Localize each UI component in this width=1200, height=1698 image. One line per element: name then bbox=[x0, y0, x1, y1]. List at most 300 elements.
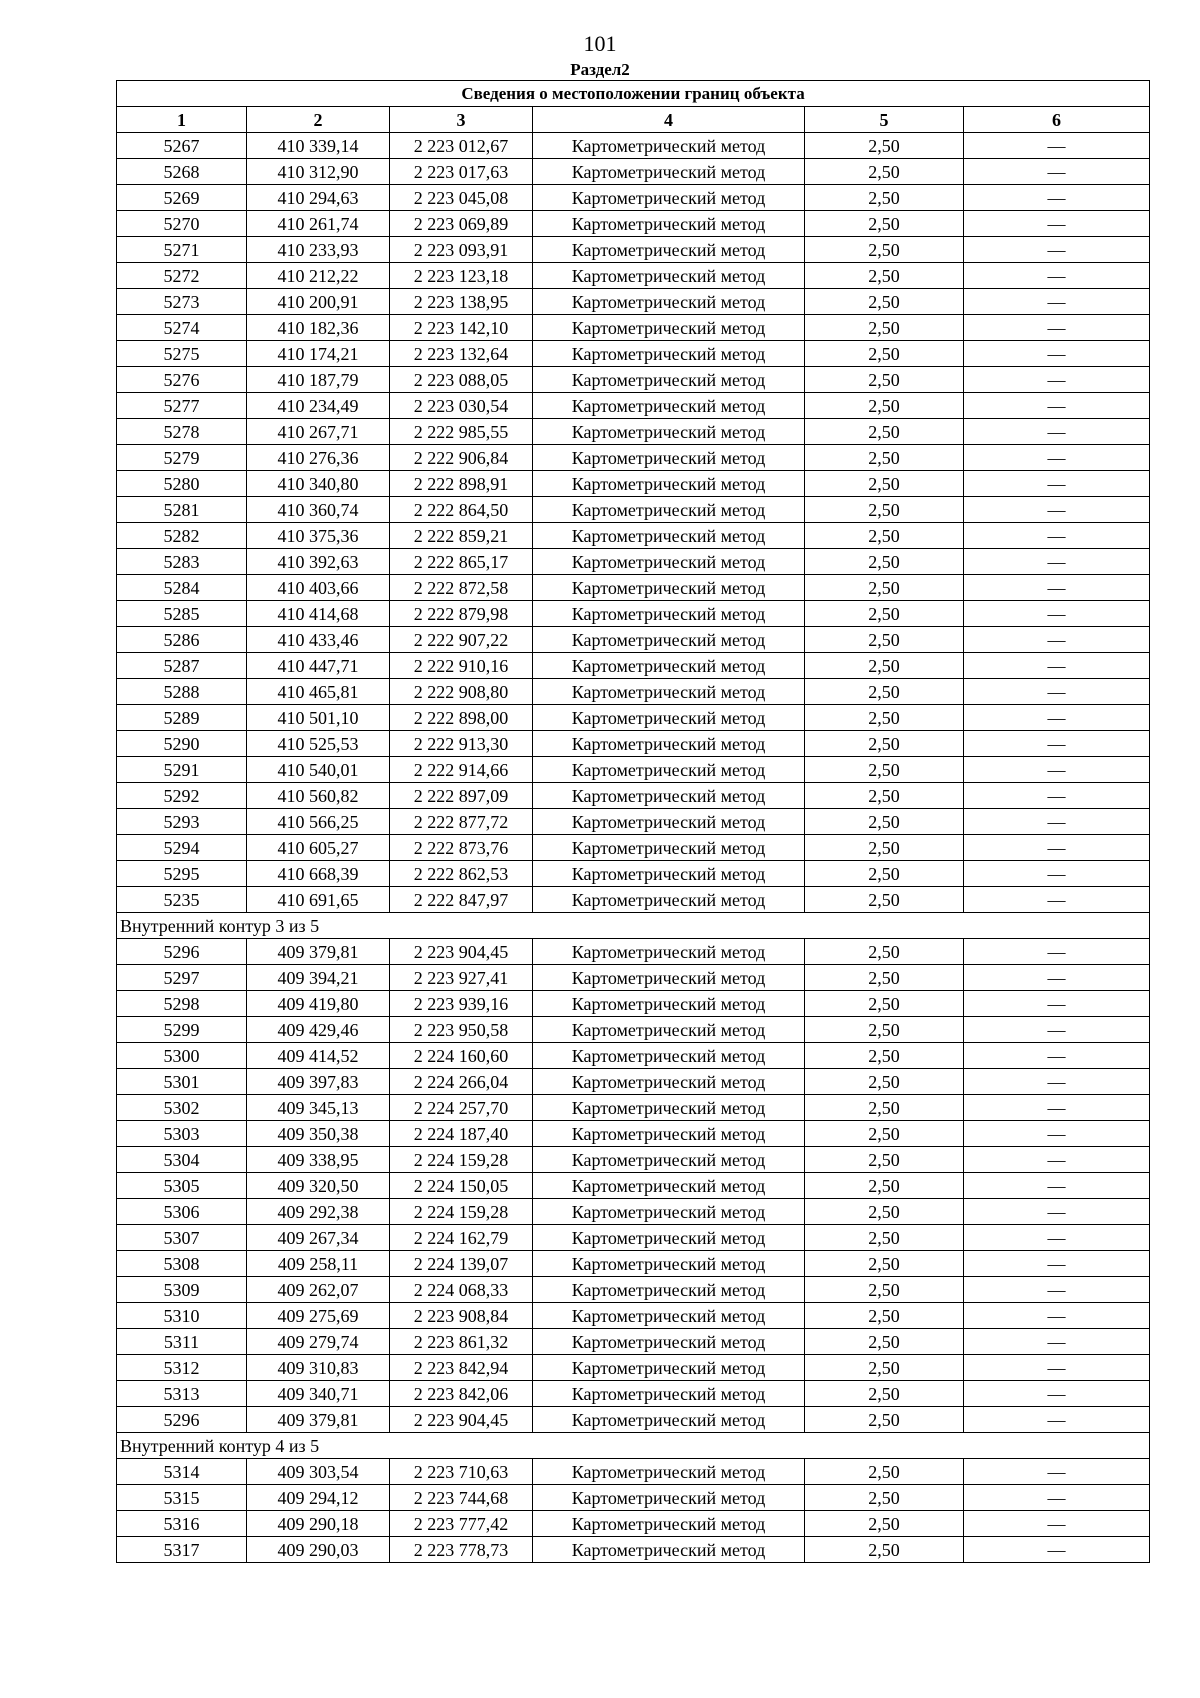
table-cell: 2 224 187,40 bbox=[390, 1121, 533, 1147]
table-cell: 2,50 bbox=[805, 1537, 964, 1563]
table-cell: 2,50 bbox=[805, 1017, 964, 1043]
table-cell: 5292 bbox=[117, 783, 247, 809]
table-cell: 2,50 bbox=[805, 965, 964, 991]
table-cell: 2,50 bbox=[805, 237, 964, 263]
table-cell: 5313 bbox=[117, 1381, 247, 1407]
table-cell: Картометрический метод bbox=[533, 393, 805, 419]
table-cell: Картометрический метод bbox=[533, 965, 805, 991]
table-cell: Картометрический метод bbox=[533, 471, 805, 497]
table-cell: — bbox=[964, 1303, 1150, 1329]
table-row bbox=[117, 939, 1150, 965]
table-cell: Картометрический метод bbox=[533, 1199, 805, 1225]
table-cell: — bbox=[964, 861, 1150, 887]
table-cell: — bbox=[964, 237, 1150, 263]
table-row bbox=[117, 471, 1150, 497]
table-cell: 2 222 847,97 bbox=[390, 887, 533, 913]
table-cell: 5295 bbox=[117, 861, 247, 887]
table-cell: Картометрический метод bbox=[533, 185, 805, 211]
table-cell: 2 222 908,80 bbox=[390, 679, 533, 705]
table-cell: 5296 bbox=[117, 939, 247, 965]
table-cell: Картометрический метод bbox=[533, 1537, 805, 1563]
table-row bbox=[117, 835, 1150, 861]
table-cell: — bbox=[964, 393, 1150, 419]
table-cell: 409 262,07 bbox=[247, 1277, 390, 1303]
table-cell: Картометрический метод bbox=[533, 315, 805, 341]
table-cell: — bbox=[964, 679, 1150, 705]
table-cell: 2 222 859,21 bbox=[390, 523, 533, 549]
table-cell: 2,50 bbox=[805, 679, 964, 705]
table-cell: 5293 bbox=[117, 809, 247, 835]
table-row bbox=[117, 1329, 1150, 1355]
table-cell: 5308 bbox=[117, 1251, 247, 1277]
table-cell: Картометрический метод bbox=[533, 757, 805, 783]
table-cell: 409 345,13 bbox=[247, 1095, 390, 1121]
table-cell: 2 222 877,72 bbox=[390, 809, 533, 835]
table-cell: 409 294,12 bbox=[247, 1485, 390, 1511]
table-cell: 2,50 bbox=[805, 289, 964, 315]
table-cell: 5316 bbox=[117, 1511, 247, 1537]
table-cell: 5285 bbox=[117, 601, 247, 627]
table-row bbox=[117, 1225, 1150, 1251]
table-cell: Картометрический метод bbox=[533, 1511, 805, 1537]
table-row bbox=[117, 1277, 1150, 1303]
table-cell: Картометрический метод bbox=[533, 1225, 805, 1251]
table-cell: 5280 bbox=[117, 471, 247, 497]
table-cell: 410 566,25 bbox=[247, 809, 390, 835]
table-cell: 2,50 bbox=[805, 991, 964, 1017]
table-cell: 2,50 bbox=[805, 341, 964, 367]
table-row bbox=[117, 1459, 1150, 1485]
table-cell: 5302 bbox=[117, 1095, 247, 1121]
table-cell: — bbox=[964, 159, 1150, 185]
table-row bbox=[117, 1251, 1150, 1277]
table-cell: 2 222 879,98 bbox=[390, 601, 533, 627]
table-cell: 2 223 142,10 bbox=[390, 315, 533, 341]
table-cell: — bbox=[964, 1147, 1150, 1173]
table-row bbox=[117, 1173, 1150, 1199]
table-cell: 410 339,14 bbox=[247, 133, 390, 159]
table-cell: 2 223 777,42 bbox=[390, 1511, 533, 1537]
table-row bbox=[117, 263, 1150, 289]
table-cell: 2 224 266,04 bbox=[390, 1069, 533, 1095]
table-cell: — bbox=[964, 419, 1150, 445]
table-cell: 410 174,21 bbox=[247, 341, 390, 367]
table-cell: Картометрический метод bbox=[533, 627, 805, 653]
table-cell: 2,50 bbox=[805, 185, 964, 211]
table-body bbox=[117, 133, 1150, 1563]
table-cell: 2,50 bbox=[805, 1173, 964, 1199]
table-cell: 410 501,10 bbox=[247, 705, 390, 731]
table-cell: 410 267,71 bbox=[247, 419, 390, 445]
table-row bbox=[117, 1043, 1150, 1069]
table-cell: — bbox=[964, 549, 1150, 575]
table-cell: — bbox=[964, 289, 1150, 315]
table-row bbox=[117, 367, 1150, 393]
table-cell: — bbox=[964, 367, 1150, 393]
table-cell: 2,50 bbox=[805, 1407, 964, 1433]
table-cell: — bbox=[964, 1069, 1150, 1095]
table-cell: Картометрический метод bbox=[533, 601, 805, 627]
section-title: Раздел2 bbox=[570, 60, 630, 79]
table-cell: — bbox=[964, 315, 1150, 341]
table-cell: 2 223 904,45 bbox=[390, 939, 533, 965]
table-cell: 410 200,91 bbox=[247, 289, 390, 315]
table-cell: 2,50 bbox=[805, 1043, 964, 1069]
table-cell: — bbox=[964, 731, 1150, 757]
table-row bbox=[117, 731, 1150, 757]
table-cell: — bbox=[964, 653, 1150, 679]
table-cell: 5312 bbox=[117, 1355, 247, 1381]
table-cell: 2,50 bbox=[805, 757, 964, 783]
table-cell: — bbox=[964, 939, 1150, 965]
table-cell: 2 223 045,08 bbox=[390, 185, 533, 211]
table-cell: — bbox=[964, 1381, 1150, 1407]
table-cell: 5294 bbox=[117, 835, 247, 861]
table-cell: 2,50 bbox=[805, 1485, 964, 1511]
table-cell: 5291 bbox=[117, 757, 247, 783]
table-cell: Картометрический метод bbox=[533, 1381, 805, 1407]
table-cell: 2,50 bbox=[805, 1069, 964, 1095]
table-cell: 2 222 907,22 bbox=[390, 627, 533, 653]
table-cell: 410 234,49 bbox=[247, 393, 390, 419]
table-cell: 5301 bbox=[117, 1069, 247, 1095]
table-cell: Картометрический метод bbox=[533, 1095, 805, 1121]
table-cell: Картометрический метод bbox=[533, 497, 805, 523]
table-cell: Картометрический метод bbox=[533, 263, 805, 289]
table-row bbox=[117, 1147, 1150, 1173]
table-row bbox=[117, 627, 1150, 653]
table-cell: 5287 bbox=[117, 653, 247, 679]
table-cell: Картометрический метод bbox=[533, 835, 805, 861]
table-cell: 5303 bbox=[117, 1121, 247, 1147]
table-cell: Картометрический метод bbox=[533, 445, 805, 471]
table-cell: 410 525,53 bbox=[247, 731, 390, 757]
table-cell: 2,50 bbox=[805, 809, 964, 835]
table-cell: 5311 bbox=[117, 1329, 247, 1355]
table-cell: 2 223 710,63 bbox=[390, 1459, 533, 1485]
table-cell: — bbox=[964, 341, 1150, 367]
table-cell: 2 222 913,30 bbox=[390, 731, 533, 757]
table-cell: 2,50 bbox=[805, 1511, 964, 1537]
table-cell: 5267 bbox=[117, 133, 247, 159]
table-cell: — bbox=[964, 263, 1150, 289]
table-cell: Картометрический метод bbox=[533, 549, 805, 575]
table-row bbox=[117, 445, 1150, 471]
table-row bbox=[117, 757, 1150, 783]
table-cell: Картометрический метод bbox=[533, 159, 805, 185]
table-cell: 410 276,36 bbox=[247, 445, 390, 471]
table-cell: 5268 bbox=[117, 159, 247, 185]
table-cell: 2,50 bbox=[805, 497, 964, 523]
table-cell: 409 419,80 bbox=[247, 991, 390, 1017]
table-cell: — bbox=[964, 887, 1150, 913]
table-cell: 410 182,36 bbox=[247, 315, 390, 341]
table-cell: 2 223 927,41 bbox=[390, 965, 533, 991]
table-cell: 2 224 160,60 bbox=[390, 1043, 533, 1069]
table-cell: 409 267,34 bbox=[247, 1225, 390, 1251]
table-cell: 2 222 873,76 bbox=[390, 835, 533, 861]
table-cell: 5305 bbox=[117, 1173, 247, 1199]
table-cell: Картометрический метод bbox=[533, 1147, 805, 1173]
table-cell: 410 340,80 bbox=[247, 471, 390, 497]
table-cell: 5282 bbox=[117, 523, 247, 549]
table-cell: 410 605,27 bbox=[247, 835, 390, 861]
table-cell: 5286 bbox=[117, 627, 247, 653]
table-cell: Картометрический метод bbox=[533, 237, 805, 263]
table-cell: Картометрический метод bbox=[533, 1303, 805, 1329]
table-cell: 2 222 898,00 bbox=[390, 705, 533, 731]
table-cell: 2 223 908,84 bbox=[390, 1303, 533, 1329]
table-cell: Картометрический метод bbox=[533, 731, 805, 757]
table-cell: 410 312,90 bbox=[247, 159, 390, 185]
table-cell: 2 222 872,58 bbox=[390, 575, 533, 601]
table-row bbox=[117, 991, 1150, 1017]
table-caption-row bbox=[117, 81, 1150, 107]
table-row bbox=[117, 653, 1150, 679]
table-cell: — bbox=[964, 1017, 1150, 1043]
table-cell: 2,50 bbox=[805, 835, 964, 861]
table-cell: 5278 bbox=[117, 419, 247, 445]
table-cell: 2,50 bbox=[805, 315, 964, 341]
table-cell: 5281 bbox=[117, 497, 247, 523]
table-cell: — bbox=[964, 1355, 1150, 1381]
table-cell: 2,50 bbox=[805, 159, 964, 185]
table-cell: — bbox=[964, 211, 1150, 237]
table-cell: Картометрический метод bbox=[533, 1355, 805, 1381]
table-cell: 2 224 159,28 bbox=[390, 1147, 533, 1173]
table-cell: 2 223 132,64 bbox=[390, 341, 533, 367]
table-cell: 2 223 939,16 bbox=[390, 991, 533, 1017]
table-cell: Картометрический метод bbox=[533, 991, 805, 1017]
table-cell: Картометрический метод bbox=[533, 887, 805, 913]
table-cell: 5275 bbox=[117, 341, 247, 367]
table-row bbox=[117, 809, 1150, 835]
table-cell: Картометрический метод bbox=[533, 939, 805, 965]
table-row bbox=[117, 679, 1150, 705]
table-cell: 2,50 bbox=[805, 627, 964, 653]
table-cell: Картометрический метод bbox=[533, 523, 805, 549]
table-row bbox=[117, 1511, 1150, 1537]
table-cell: 5273 bbox=[117, 289, 247, 315]
table-cell: Картометрический метод bbox=[533, 1251, 805, 1277]
table-cell: 410 414,68 bbox=[247, 601, 390, 627]
table-row bbox=[117, 133, 1150, 159]
table-cell: 410 691,65 bbox=[247, 887, 390, 913]
page-number: 101 bbox=[583, 31, 617, 56]
table-cell: 409 310,83 bbox=[247, 1355, 390, 1381]
table-cell: 409 290,03 bbox=[247, 1537, 390, 1563]
table-cell: 5270 bbox=[117, 211, 247, 237]
table-cell: 2,50 bbox=[805, 419, 964, 445]
table-row bbox=[117, 1381, 1150, 1407]
table-row bbox=[117, 1407, 1150, 1433]
table-cell: 410 375,36 bbox=[247, 523, 390, 549]
table-row bbox=[117, 185, 1150, 211]
table-cell: 2 222 898,91 bbox=[390, 471, 533, 497]
table-row bbox=[117, 523, 1150, 549]
table-cell: 2,50 bbox=[805, 1329, 964, 1355]
table-cell: 2 223 778,73 bbox=[390, 1537, 533, 1563]
table-row bbox=[117, 1017, 1150, 1043]
table-cell: 5276 bbox=[117, 367, 247, 393]
table-cell: 5297 bbox=[117, 965, 247, 991]
table-cell: 410 560,82 bbox=[247, 783, 390, 809]
table-cell: 5289 bbox=[117, 705, 247, 731]
table-row bbox=[117, 1537, 1150, 1563]
table-cell: Картометрический метод bbox=[533, 1459, 805, 1485]
table-cell: Картометрический метод bbox=[533, 1277, 805, 1303]
table-row bbox=[117, 341, 1150, 367]
column-header: 3 bbox=[390, 107, 533, 133]
table-cell: 410 540,01 bbox=[247, 757, 390, 783]
table-cell: 409 414,52 bbox=[247, 1043, 390, 1069]
table-cell: Картометрический метод bbox=[533, 367, 805, 393]
table-cell: — bbox=[964, 809, 1150, 835]
table-cell: 2,50 bbox=[805, 939, 964, 965]
table-cell: 5288 bbox=[117, 679, 247, 705]
table-cell: 410 392,63 bbox=[247, 549, 390, 575]
table-cell: 2,50 bbox=[805, 523, 964, 549]
table-cell: Картометрический метод bbox=[533, 679, 805, 705]
contour-label-row bbox=[117, 1433, 1150, 1459]
table-cell: 409 303,54 bbox=[247, 1459, 390, 1485]
table-cell: 2 223 017,63 bbox=[390, 159, 533, 185]
table-cell: — bbox=[964, 1225, 1150, 1251]
table-cell: Картометрический метод bbox=[533, 705, 805, 731]
table-cell: 2,50 bbox=[805, 653, 964, 679]
table-cell: Картометрический метод bbox=[533, 1485, 805, 1511]
table-row bbox=[117, 549, 1150, 575]
table-row bbox=[117, 393, 1150, 419]
column-header: 4 bbox=[533, 107, 805, 133]
table-cell: 410 212,22 bbox=[247, 263, 390, 289]
table-cell: 5314 bbox=[117, 1459, 247, 1485]
table-cell: Картометрический метод bbox=[533, 211, 805, 237]
contour-label: Внутренний контур 4 из 5 bbox=[117, 1433, 1150, 1459]
table-row bbox=[117, 497, 1150, 523]
table-row bbox=[117, 1485, 1150, 1511]
table-row bbox=[117, 237, 1150, 263]
table-cell: 2,50 bbox=[805, 1121, 964, 1147]
table-cell: 2,50 bbox=[805, 549, 964, 575]
table-cell: — bbox=[964, 1537, 1150, 1563]
table-cell: — bbox=[964, 1095, 1150, 1121]
table-cell: 2,50 bbox=[805, 1303, 964, 1329]
table-cell: 5235 bbox=[117, 887, 247, 913]
table-cell: 410 668,39 bbox=[247, 861, 390, 887]
table-cell: — bbox=[964, 1251, 1150, 1277]
table-cell: Картометрический метод bbox=[533, 653, 805, 679]
table-cell: 410 360,74 bbox=[247, 497, 390, 523]
table-row bbox=[117, 965, 1150, 991]
boundary-coordinates-table bbox=[116, 80, 1150, 1563]
table-cell: 2,50 bbox=[805, 1381, 964, 1407]
table-cell: Картометрический метод bbox=[533, 1017, 805, 1043]
table-cell: 2,50 bbox=[805, 133, 964, 159]
table-row bbox=[117, 419, 1150, 445]
table-cell: 2,50 bbox=[805, 1251, 964, 1277]
table-cell: 2,50 bbox=[805, 445, 964, 471]
table-cell: Картометрический метод bbox=[533, 783, 805, 809]
column-header: 5 bbox=[805, 107, 964, 133]
table-row bbox=[117, 159, 1150, 185]
table-row bbox=[117, 211, 1150, 237]
table-cell: 2,50 bbox=[805, 1459, 964, 1485]
table-cell: — bbox=[964, 523, 1150, 549]
table-cell: 2,50 bbox=[805, 1095, 964, 1121]
table-cell: 2 222 985,55 bbox=[390, 419, 533, 445]
table-cell: Картометрический метод bbox=[533, 289, 805, 315]
table-cell: Картометрический метод bbox=[533, 575, 805, 601]
table-cell: 2,50 bbox=[805, 1225, 964, 1251]
table-cell: 2 222 914,66 bbox=[390, 757, 533, 783]
table-cell: 2 223 138,95 bbox=[390, 289, 533, 315]
table-cell: 2 224 068,33 bbox=[390, 1277, 533, 1303]
table-cell: 409 320,50 bbox=[247, 1173, 390, 1199]
table-cell: 2 223 123,18 bbox=[390, 263, 533, 289]
table-cell: 410 465,81 bbox=[247, 679, 390, 705]
table-cell: — bbox=[964, 1407, 1150, 1433]
table-cell: Картометрический метод bbox=[533, 809, 805, 835]
table-cell: 410 433,46 bbox=[247, 627, 390, 653]
table-cell: — bbox=[964, 1511, 1150, 1537]
table-cell: 2,50 bbox=[805, 211, 964, 237]
column-header: 1 bbox=[117, 107, 247, 133]
table-cell: 2,50 bbox=[805, 1199, 964, 1225]
table-cell: Картометрический метод bbox=[533, 1173, 805, 1199]
contour-label: Внутренний контур 3 из 5 bbox=[117, 913, 1150, 939]
table-cell: 5306 bbox=[117, 1199, 247, 1225]
table-cell: 5290 bbox=[117, 731, 247, 757]
table-cell: 409 292,38 bbox=[247, 1199, 390, 1225]
table-cell: 5299 bbox=[117, 1017, 247, 1043]
table-cell: 2 223 842,94 bbox=[390, 1355, 533, 1381]
table-cell: 409 394,21 bbox=[247, 965, 390, 991]
table-cell: 2,50 bbox=[805, 263, 964, 289]
table-cell: 2,50 bbox=[805, 861, 964, 887]
table-cell: 409 379,81 bbox=[247, 1407, 390, 1433]
table-cell: 2 222 910,16 bbox=[390, 653, 533, 679]
table-cell: 5271 bbox=[117, 237, 247, 263]
table-cell: 2,50 bbox=[805, 887, 964, 913]
table-row bbox=[117, 861, 1150, 887]
table-cell: 5304 bbox=[117, 1147, 247, 1173]
table-cell: 2 224 257,70 bbox=[390, 1095, 533, 1121]
table-cell: Картометрический метод bbox=[533, 1069, 805, 1095]
table-cell: — bbox=[964, 1485, 1150, 1511]
table-cell: 2 223 093,91 bbox=[390, 237, 533, 263]
table-cell: 409 350,38 bbox=[247, 1121, 390, 1147]
table-cell: 409 275,69 bbox=[247, 1303, 390, 1329]
table-cell: — bbox=[964, 601, 1150, 627]
table-cell: 5272 bbox=[117, 263, 247, 289]
table-cell: 410 233,93 bbox=[247, 237, 390, 263]
table-cell: — bbox=[964, 991, 1150, 1017]
table-cell: Картометрический метод bbox=[533, 419, 805, 445]
table-cell: — bbox=[964, 133, 1150, 159]
table-cell: 2 224 162,79 bbox=[390, 1225, 533, 1251]
table-cell: 410 447,71 bbox=[247, 653, 390, 679]
table-row bbox=[117, 601, 1150, 627]
table-cell: 2,50 bbox=[805, 471, 964, 497]
table-cell: — bbox=[964, 1199, 1150, 1225]
table-row bbox=[117, 1069, 1150, 1095]
table-cell: — bbox=[964, 1277, 1150, 1303]
table-cell: 2 222 865,17 bbox=[390, 549, 533, 575]
table-cell: 2,50 bbox=[805, 575, 964, 601]
table-cell: 2 223 842,06 bbox=[390, 1381, 533, 1407]
table-cell: 2 223 012,67 bbox=[390, 133, 533, 159]
